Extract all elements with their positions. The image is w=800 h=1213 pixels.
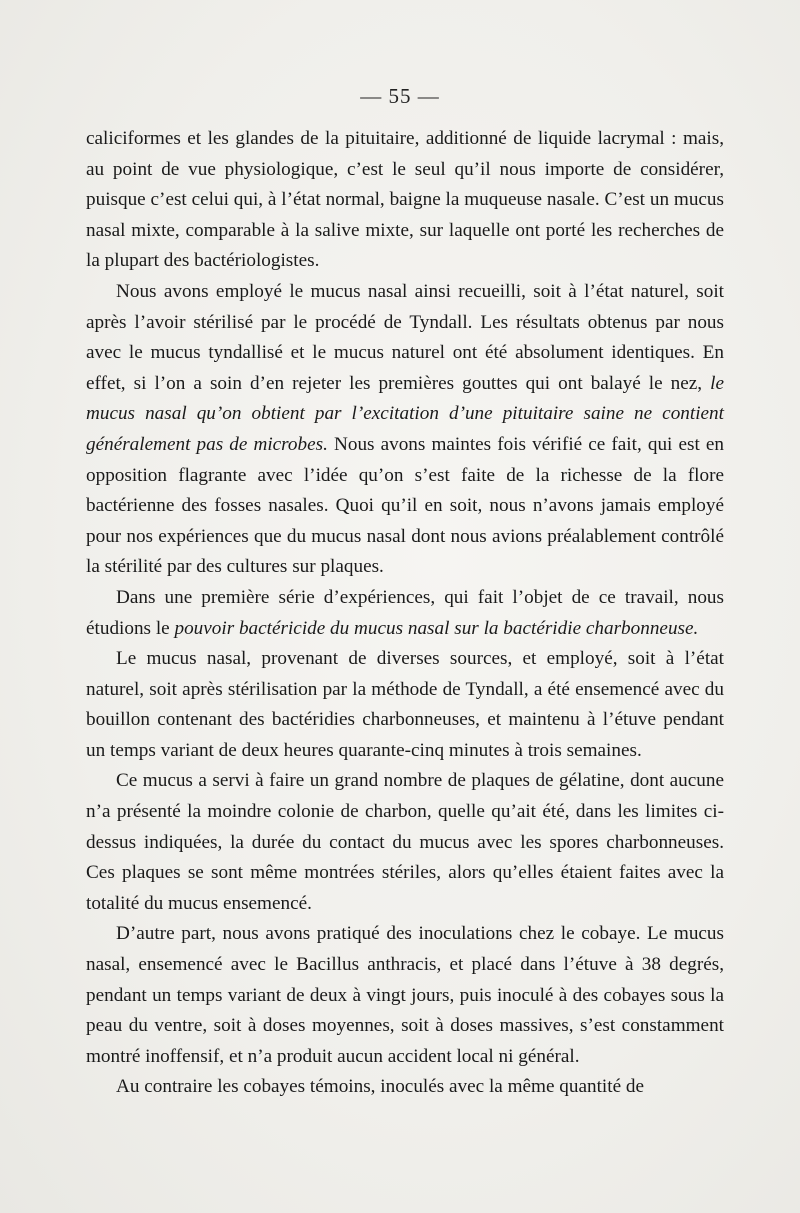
paragraph	[86, 124, 724, 277]
italic-text-run: le mucus nasal qu’on obtient par l’excitation d’une pituitaire saine ne contient généralement pas de microbes.	[86, 372, 724, 455]
paragraph	[86, 1072, 724, 1103]
text-run: Nous avons employé le mucus nasal ainsi recueilli, soit à l’état naturel, soit après l’avoir stérilisé par le procédé de Tyndall. Les résultats obtenus par nous avec le mucus tyndallisé et le mucus naturel ont été absolument identiques. En effet, si l’on a soin d’en rejeter les premières gouttes qui ont balayé le nez,	[86, 280, 724, 394]
paragraph	[86, 766, 724, 919]
text-run: Nous avons maintes fois vérifié ce fait, qui est en opposition flagrante avec l’idée qu’on s’est faite de la richesse de la flore bactérienne des fosses nasales. Quoi qu’il en soit, nous n’avons jamais employé pour nos expériences que du mucus nasal dont nous avions préalablement contrôlé la stérilité par des cultures sur plaques.	[86, 433, 724, 578]
paragraph	[86, 277, 724, 583]
italic-text-run: pouvoir bactéricide du mucus nasal sur la bactéridie charbonneuse.	[174, 617, 699, 639]
text-run: Ce mucus a servi à faire un grand nombre de plaques de gélatine, dont aucune n’a présenté la moindre colonie de charbon, quelle qu’ait été, dans les limites ci-dessus indiquées, la durée du contact du mucus avec les spores charbonneuses. Ces plaques se sont même montrées stériles, alors qu’elles étaient faites avec la totalité du mucus ensemencé.	[86, 770, 724, 914]
paragraph	[86, 583, 724, 644]
paragraph	[86, 919, 724, 1072]
text-run: Dans une première série d’expériences, qui fait l’objet de ce travail, nous étudions le	[86, 586, 724, 639]
body-text	[86, 124, 724, 1103]
text-run: Le mucus nasal, provenant de diverses sources, et employé, soit à l’état naturel, soit après stérilisation par la méthode de Tyndall, a été ensemencé avec du bouillon contenant des bactéridies charbonneuses, et maintenu à l’étuve pendant un temps variant de deux heures quarante-cinq minutes à trois semaines.	[86, 648, 724, 761]
text-run: caliciformes et les glandes de la pituitaire, additionné de liquide lacrymal : mais, au point de vue physiologique, c’est le seul qu’il nous importe de considérer, puisque c’est celui qui, à l’état normal, baigne la muqueuse nasale. C’est un mucus nasal mixte, comparable à la salive mixte, sur laquelle ont porté les recherches de la plupart des bactériologistes.	[86, 128, 724, 272]
text-run: Au contraire les cobayes témoins, inoculés avec la même quantité de	[116, 1076, 644, 1098]
paragraph	[86, 644, 724, 766]
page-number: — 55 —	[360, 84, 440, 108]
text-run: D’autre part, nous avons pratiqué des inoculations chez le cobaye. Le mucus nasal, ensemencé avec le Bacillus anthracis, et placé dans l’étuve à 38 degrés, pendant un temps variant de deux à vingt jours, puis inoculé à des cobayes sous la peau du ventre, soit à doses moyennes, soit à doses massives, s’est constamment montré inoffensif, et n’a produit aucun accident local ni général.	[86, 923, 724, 1067]
